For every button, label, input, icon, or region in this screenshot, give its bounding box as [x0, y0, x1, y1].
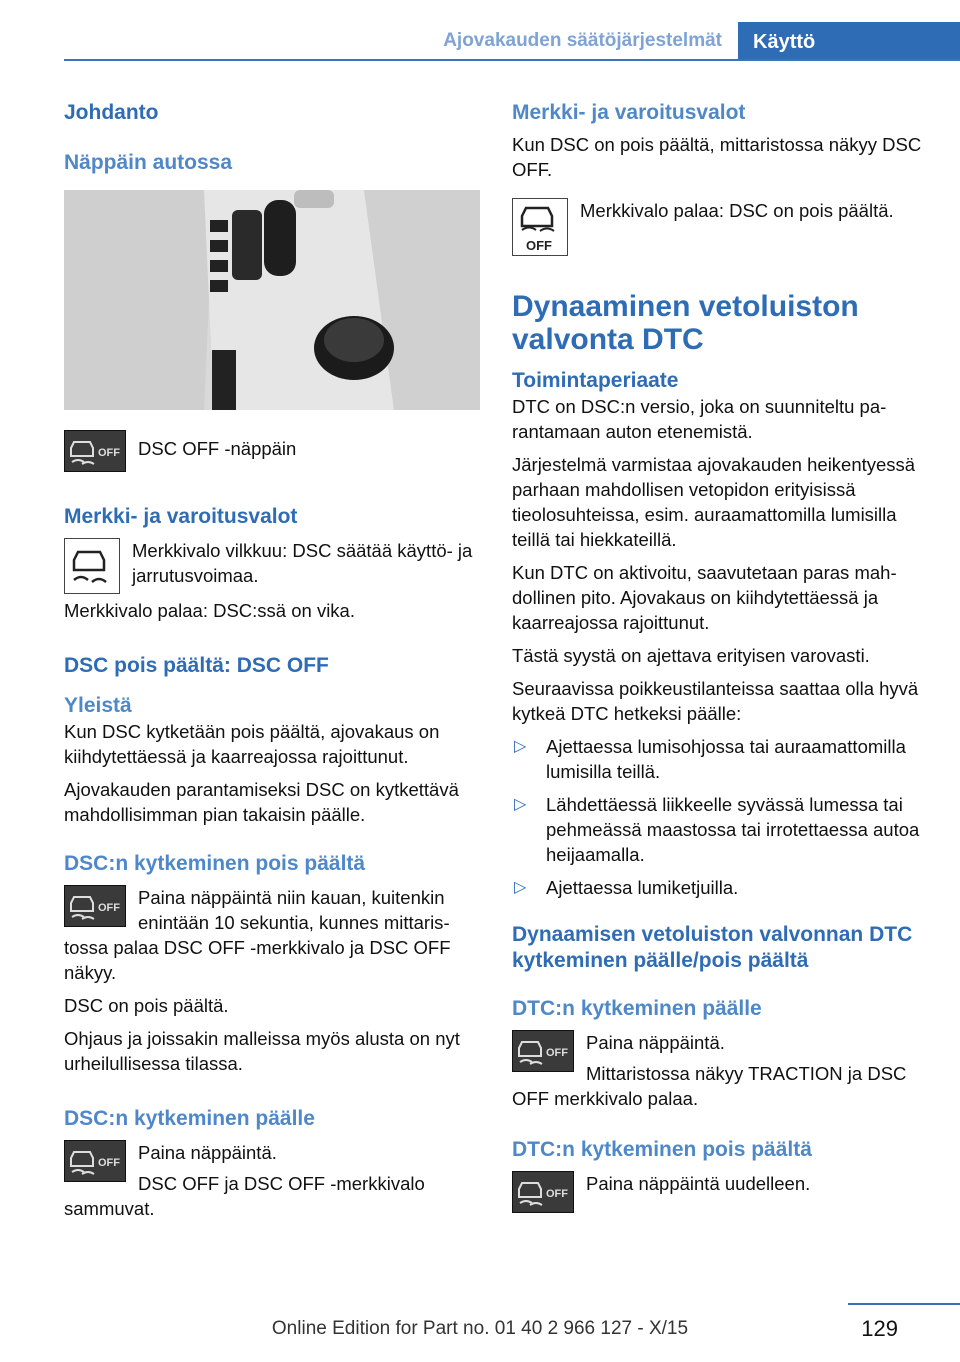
- principle-text-1: DTC on DSC:n versio, joka on suunniteltu parantamaan auton etenemistä.: [512, 396, 887, 442]
- general-heading: Yleistä: [64, 694, 132, 717]
- left-column: [64, 100, 480, 1221]
- bullet-triangle-icon: ▷: [514, 738, 527, 755]
- deactivate-heading: DSC:n kytkeminen pois päältä: [64, 852, 366, 875]
- footer-rule: [848, 1303, 960, 1305]
- principle-text-3: Kun DTC on aktivoitu, saavutetaan paras mahdollinen pito. Ajovakaus on kiihdytettäessä ja kaarreajossa rajoittunut.: [512, 562, 897, 633]
- deactivate-text-3: Ohjaus ja joissakin malleissa myös alusta on nyt urheilullisessa tilassa.: [64, 1028, 460, 1074]
- deactivate-text-1: Paina näppäintä niin kauan, kuitenkin enintään 10 sekuntia, kunnes mittaristossa palaa DSC OFF -merkkivalo ja DSC OFF näkyy.: [64, 887, 451, 983]
- bullet-triangle-icon: ▷: [514, 796, 527, 813]
- warning-flash-text: Merkkivalo vilkkuu: DSC säätää käyttö- ja jarrutusvoimaa.: [132, 540, 473, 586]
- activate-heading: DSC:n kytkeminen päälle: [64, 1107, 315, 1130]
- dtc-on-text-1: Paina näppäintä.: [586, 1032, 725, 1053]
- svg-text:OFF: OFF: [98, 1157, 120, 1169]
- right-column: [512, 100, 932, 1215]
- header-rule: [64, 59, 960, 61]
- principle-text-5: Seuraavissa poikkeustilanteissa saattaa olla hyvä kytkeä DTC hetkeksi päälle:: [512, 678, 919, 724]
- footer-edition: Online Edition for Part no. 01 40 2 966 127 - X/15: [271, 1318, 689, 1339]
- right-warning-text-1: Kun DSC on pois päältä, mittaristossa näkyy DSC OFF.: [512, 134, 922, 180]
- dtc-on-heading: DTC:n kytkeminen päälle: [512, 997, 762, 1020]
- page-number: 129: [861, 1316, 898, 1341]
- dsc-off-button-icon: [64, 1140, 126, 1182]
- dsc-off-button-icon: [512, 1171, 574, 1213]
- header-chapter-tab: Käyttö: [738, 22, 960, 60]
- svg-text:OFF: OFF: [546, 1047, 568, 1059]
- bullet-triangle-icon: ▷: [514, 879, 527, 896]
- button-heading: Näppäin autossa: [64, 151, 233, 174]
- list-item: ▷ Lähdettäessä liikkeelle syvässä lumessa tai pehmeässä maastossa tai irrotettaessa autoa heijaamalla.: [514, 794, 920, 865]
- general-text-2: Ajovakauden parantamiseksi DSC on kytkettävä mahdollisimman pian takaisin päälle.: [64, 779, 459, 825]
- dsc-off-button-icon: [512, 1030, 574, 1072]
- dsc-off-button-icon: [64, 430, 126, 472]
- right-warning-heading: Merkki- ja varoitusvalot: [512, 101, 746, 124]
- activate-text-2: DSC OFF ja DSC OFF -merkkivalo sammuvat.: [64, 1173, 425, 1219]
- dsc-off-heading: DSC pois päältä: DSC OFF: [64, 654, 329, 677]
- svg-text:OFF: OFF: [546, 1188, 568, 1200]
- dsc-off-button-label: DSC OFF -näppäin: [138, 438, 297, 459]
- list-item: ▷ Ajettaessa lumiketjuilla.: [514, 877, 739, 898]
- list-item: ▷ Ajettaessa lumisohjossa tai auraamattomilla lumisilla teillä.: [514, 736, 906, 782]
- deactivate-text-2: DSC on pois päältä.: [64, 995, 229, 1016]
- center-console-photo: [64, 190, 480, 410]
- dtc-off-text-1: Paina näppäintä uudelleen.: [586, 1173, 811, 1194]
- dtc-toggle-heading: Dynaamisen vetoluiston valvonnan DTC kytkeminen päälle/pois päältä: [512, 923, 913, 972]
- warning-lights-heading: Merkki- ja varoitusvalot: [64, 505, 298, 528]
- svg-text:OFF: OFF: [526, 238, 552, 253]
- svg-text:OFF: OFF: [98, 902, 120, 914]
- principle-heading: Toimintaperiaate: [512, 369, 679, 392]
- header-section-title: Ajovakauden säätöjärjestelmät: [443, 30, 722, 51]
- right-warning-text-2: Merkkivalo palaa: DSC on pois päältä.: [580, 200, 894, 221]
- dsc-warning-light-icon: [64, 538, 120, 594]
- intro-heading: Johdanto: [64, 101, 159, 124]
- principle-text-2: Järjestelmä varmistaa ajovakauden heikentyessä parhaan mahdollisen vetopidon erityisissä tieolosuhteissa, esim. auraamattomilla lumisilla teillä tai hiekkateillä.: [512, 454, 916, 550]
- dtc-off-heading: DTC:n kytkeminen pois päältä: [512, 1138, 812, 1161]
- dtc-heading: Dynaaminen vetoluiston valvonta DTC: [512, 290, 859, 356]
- general-text-1: Kun DSC kytketään pois päältä, ajovakaus on kiihdytettäessä ja kaarreajossa rajoittunut.: [64, 721, 440, 767]
- dtc-on-text-2: Mittaristossa näkyy TRACTION ja DSC OFF merkkivalo palaa.: [512, 1063, 907, 1109]
- principle-text-4: Tästä syystä on ajettava erityisen varovasti.: [512, 645, 870, 666]
- warning-fault-text: Merkkivalo palaa: DSC:ssä on vika.: [64, 600, 355, 621]
- situations-list: [512, 734, 932, 900]
- activate-text-1: Paina näppäintä.: [138, 1142, 277, 1163]
- dsc-off-button-icon: [64, 885, 126, 927]
- dsc-off-light-icon: [512, 198, 568, 256]
- svg-text:OFF: OFF: [98, 447, 120, 459]
